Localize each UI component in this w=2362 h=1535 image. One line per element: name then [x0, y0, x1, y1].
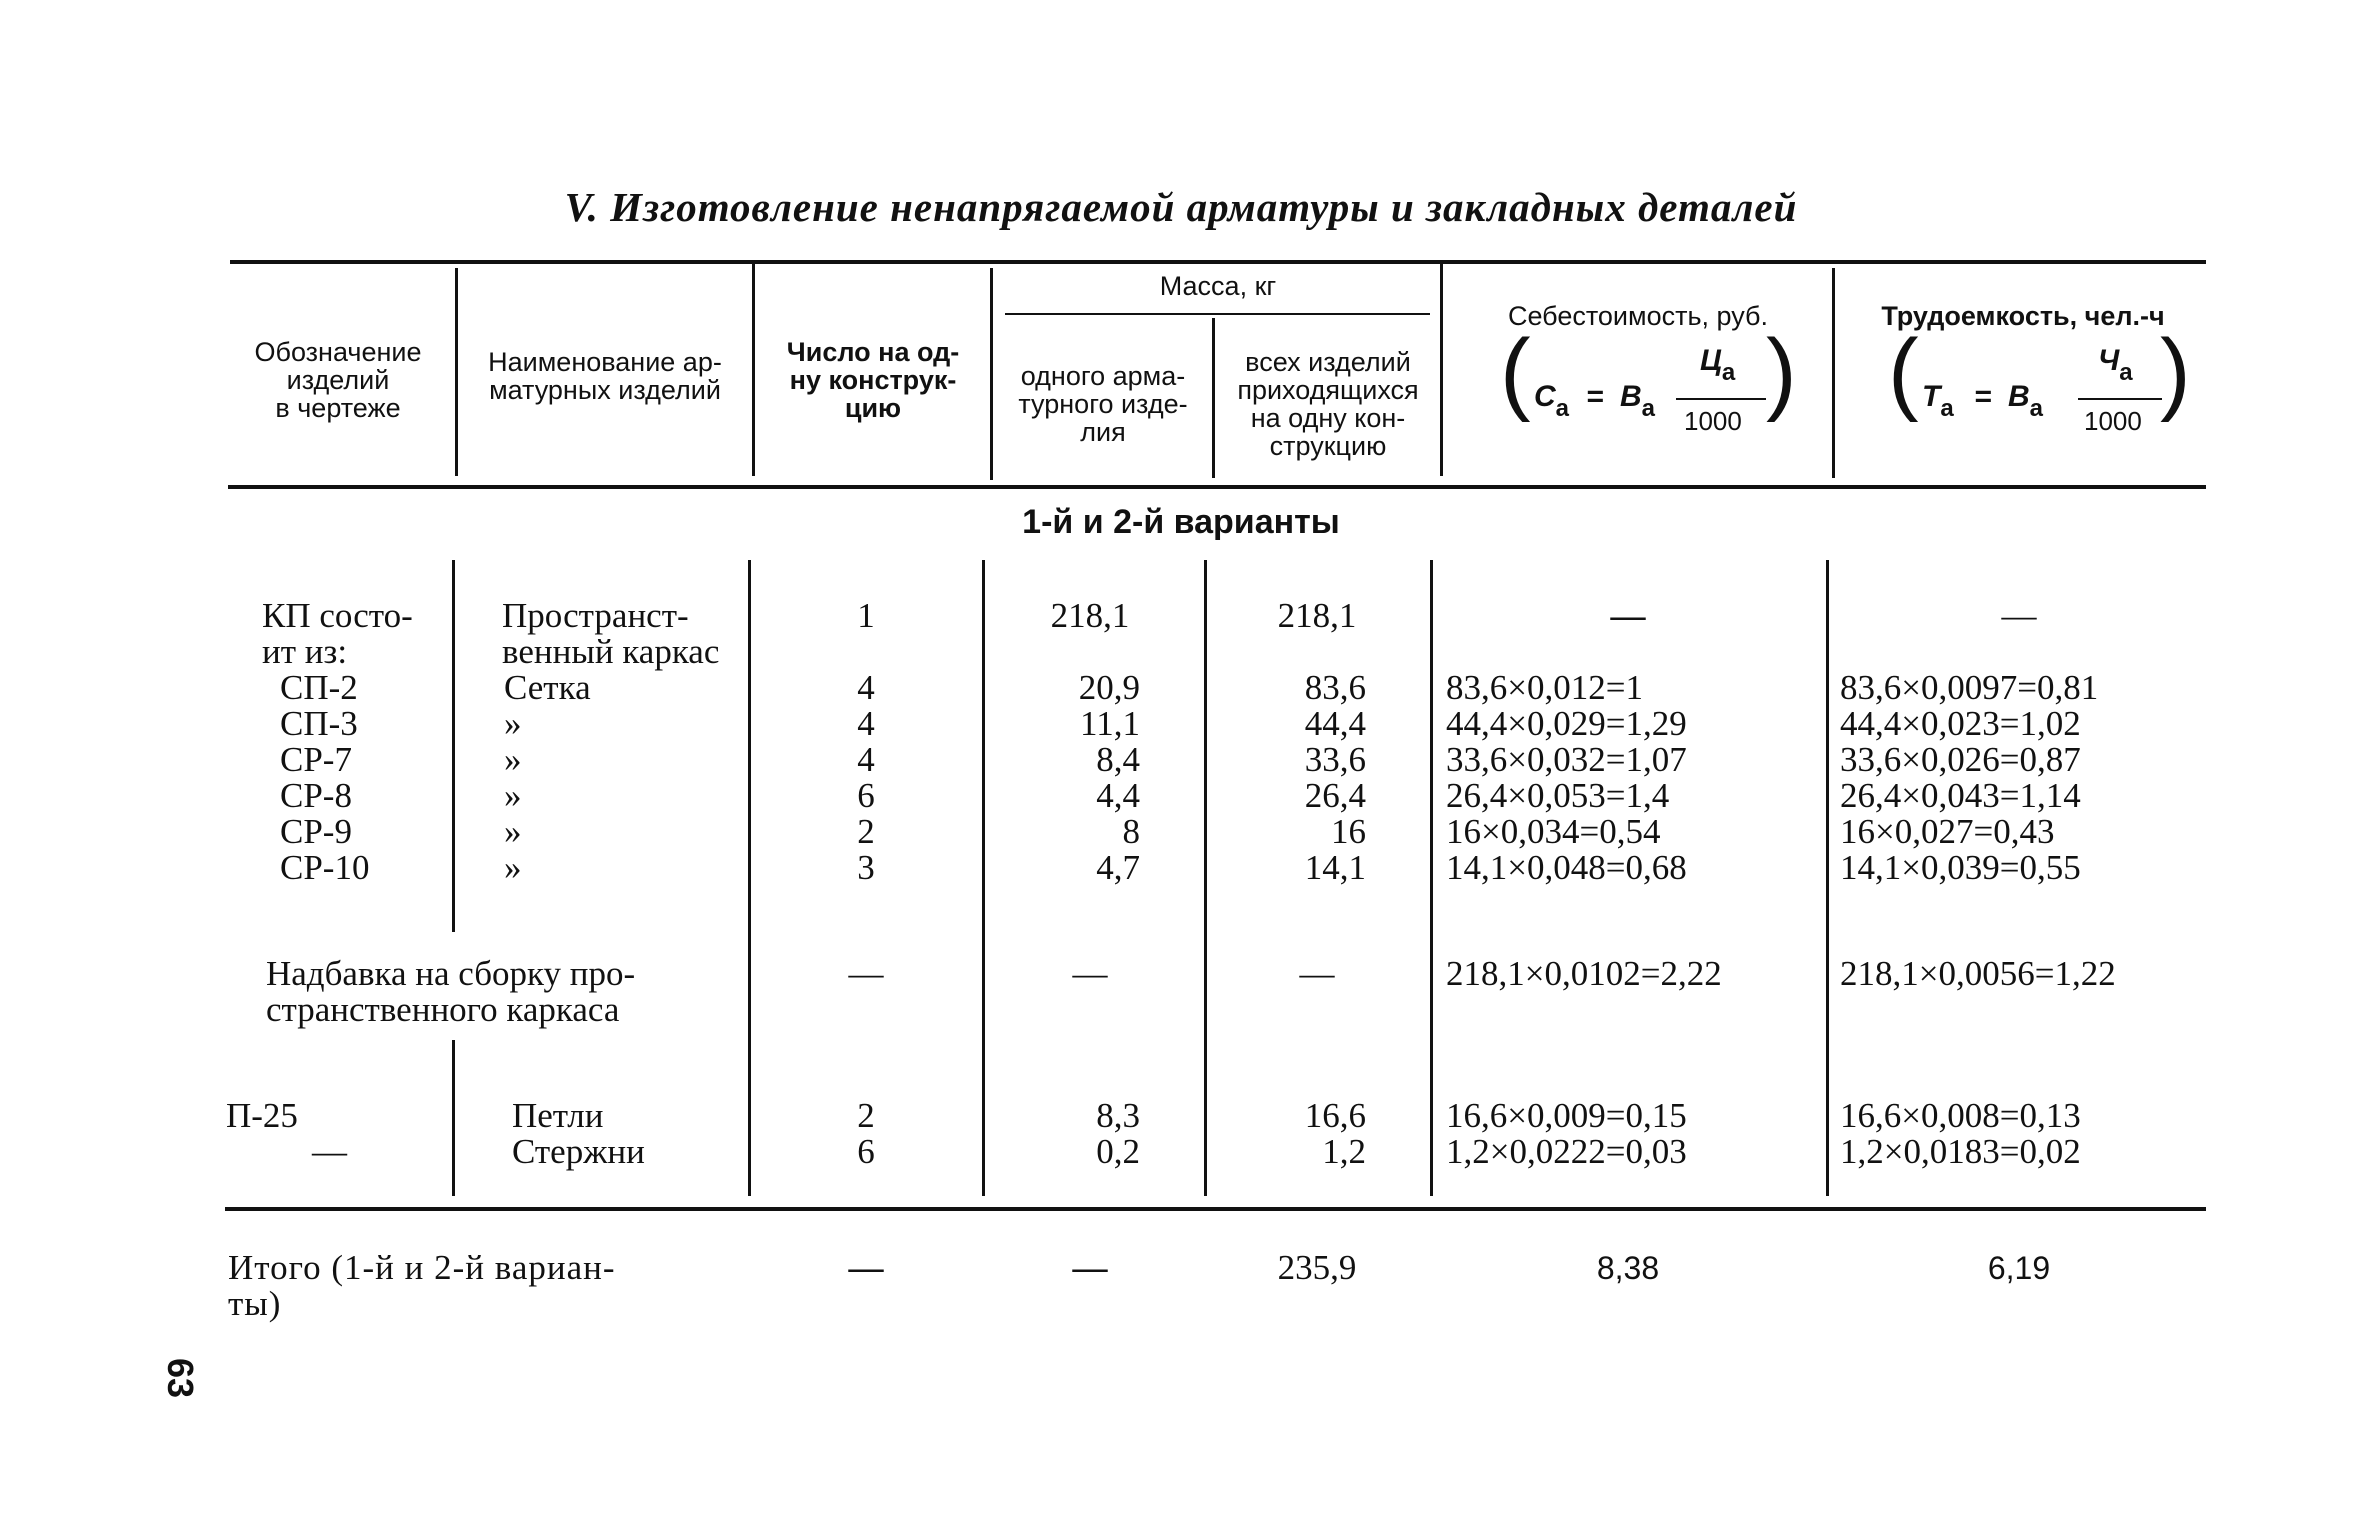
row-designation: СП-2	[280, 668, 358, 707]
kp-designation: КП состо- ит из:	[262, 596, 413, 671]
row-designation: СР-7	[280, 740, 352, 779]
row-cost: 14,1×0,048=0,68	[1446, 848, 1687, 887]
row-cost: 26,4×0,053=1,4	[1446, 776, 1670, 815]
row-labor: 1,2×0,0183=0,02	[1840, 1132, 2081, 1171]
row-count: 2	[857, 812, 875, 851]
header-labor: Трудоемкость, чел.-ч	[1881, 301, 2165, 331]
kp-labor: —	[2001, 596, 2037, 635]
row-labor: 83,6×0,0097=0,81	[1840, 668, 2099, 707]
row-mass-one: 4,4	[1096, 776, 1140, 815]
header-divider	[990, 268, 993, 480]
row-designation: СП-3	[280, 704, 358, 743]
row-labor: 33,6×0,026=0,87	[1840, 740, 2081, 779]
row-count: 4	[857, 668, 875, 707]
column-divider	[1826, 560, 1829, 1196]
table-top-rule	[230, 260, 2206, 264]
row-labor: 26,4×0,043=1,14	[1840, 776, 2081, 815]
column-divider	[748, 560, 751, 1196]
kp-cost: —	[1610, 596, 1646, 635]
row-mass-all: 83,6	[1304, 668, 1366, 707]
row-cost: 1,2×0,0222=0,03	[1446, 1132, 1687, 1171]
page-title: V. Изготовление ненапрягаемой арматуры и закладных деталей	[564, 184, 1798, 230]
row-designation: СР-9	[280, 812, 352, 851]
row-mass-all: 44,4	[1304, 704, 1366, 743]
row-labor: 14,1×0,039=0,55	[1840, 848, 2081, 887]
header-divider	[455, 268, 458, 476]
row-name: Петли	[512, 1096, 604, 1135]
row-count: 4	[857, 704, 875, 743]
row-cost: 33,6×0,032=1,07	[1446, 740, 1687, 779]
row-cost: 83,6×0,012=1	[1446, 668, 1643, 707]
header-divider	[1440, 264, 1443, 476]
row-name: »	[504, 740, 522, 779]
surcharge-cost: 218,1×0,0102=2,22	[1446, 954, 1722, 993]
row-mass-all: 16	[1331, 812, 1366, 851]
surcharge-label: Надбавка на сборку про- странственного каркаса	[266, 954, 636, 1029]
labor-formula: ( $Т_а$ = $В_а$ $Ч_а$ 1000 )	[1888, 321, 2191, 436]
row-name: Сетка	[504, 668, 591, 707]
surcharge-mass-all: —	[1299, 954, 1335, 993]
kp-name: Пространст- венный каркас	[502, 596, 720, 671]
total-mass-all: 235,9	[1277, 1248, 1357, 1287]
surcharge-labor: 218,1×0,0056=1,22	[1840, 954, 2116, 993]
header-cost: Себестоимость, руб.	[1507, 301, 1769, 331]
row-mass-all: 14,1	[1304, 848, 1366, 887]
row-labor: 16×0,027=0,43	[1840, 812, 2055, 851]
row-designation: СР-8	[280, 776, 352, 815]
total-mass-one: —	[1072, 1248, 1108, 1287]
row-count: 6	[857, 776, 875, 815]
row-cost: 16,6×0,009=0,15	[1446, 1096, 1687, 1135]
row-mass-all: 33,6	[1304, 740, 1366, 779]
row-mass-all: 26,4	[1304, 776, 1366, 815]
header-name: Наименование ар- матурных изделий	[488, 347, 722, 405]
row-labor: 16,6×0,008=0,13	[1840, 1096, 2081, 1135]
row-mass-one: 8	[1122, 812, 1140, 851]
row-mass-one: 8,3	[1096, 1096, 1140, 1135]
page-number: 63	[160, 1357, 201, 1399]
variant-label: 1-й и 2-й варианты	[1022, 503, 1340, 541]
total-label: Итого (1-й и 2-й вариан- ты)	[228, 1248, 616, 1323]
row-name: »	[504, 704, 522, 743]
header-count: Число на од- ну конструк- цию	[786, 337, 960, 423]
kp-count: 1	[857, 596, 875, 635]
row-mass-all: 1,2	[1322, 1132, 1366, 1171]
header-bottom-rule	[228, 485, 2206, 489]
total-labor: 6,19	[1987, 1250, 2051, 1286]
row-name: »	[504, 812, 522, 851]
column-divider	[1204, 560, 1207, 1196]
row-name: »	[504, 776, 522, 815]
kp-mass-all: 218,1	[1277, 596, 1357, 635]
row-cost: 16×0,034=0,54	[1446, 812, 1661, 851]
row-designation: —	[312, 1132, 347, 1171]
row-labor: 44,4×0,023=1,02	[1840, 704, 2081, 743]
header-mass: Масса, кг	[1159, 271, 1277, 301]
kp-mass-one: 218,1	[1050, 596, 1130, 635]
total-cost: 8,38	[1596, 1250, 1660, 1286]
header-divider	[752, 264, 755, 476]
column-divider	[982, 560, 985, 1196]
row-designation: П-25	[226, 1096, 298, 1135]
row-count: 6	[857, 1132, 875, 1171]
row-designation: СР-10	[280, 848, 370, 887]
header-divider	[1832, 268, 1835, 478]
surcharge-count: —	[848, 954, 884, 993]
row-mass-one: 20,9	[1078, 668, 1140, 707]
row-mass-one: 11,1	[1080, 704, 1140, 743]
row-mass-all: 16,6	[1304, 1096, 1366, 1135]
row-mass-one: 4,7	[1096, 848, 1140, 887]
header-designation: Обозначение изделий в чертеже	[254, 337, 422, 423]
total-rule	[225, 1207, 2206, 1211]
column-divider	[452, 560, 455, 932]
row-mass-one: 0,2	[1096, 1132, 1140, 1171]
mass-header-rule	[1005, 313, 1430, 315]
row-count: 4	[857, 740, 875, 779]
column-divider	[1430, 560, 1433, 1196]
row-name: Стержни	[512, 1132, 645, 1171]
row-count: 2	[857, 1096, 875, 1135]
total-count: —	[848, 1248, 884, 1287]
row-cost: 44,4×0,029=1,29	[1446, 704, 1687, 743]
cost-formula: ( $С_а$ = $В_а$ $Ц_а$ 1000 )	[1500, 321, 1797, 436]
surcharge-mass-one: —	[1072, 954, 1108, 993]
header-divider	[1212, 318, 1215, 478]
column-divider	[452, 1040, 455, 1196]
header-mass-one: одного арма- турного изде- лия	[1018, 361, 1188, 447]
row-count: 3	[857, 848, 875, 887]
row-name: »	[504, 848, 522, 887]
row-mass-one: 8,4	[1096, 740, 1140, 779]
header-mass-all: всех изделий приходящихся на одну кон- струкцию	[1237, 347, 1419, 461]
